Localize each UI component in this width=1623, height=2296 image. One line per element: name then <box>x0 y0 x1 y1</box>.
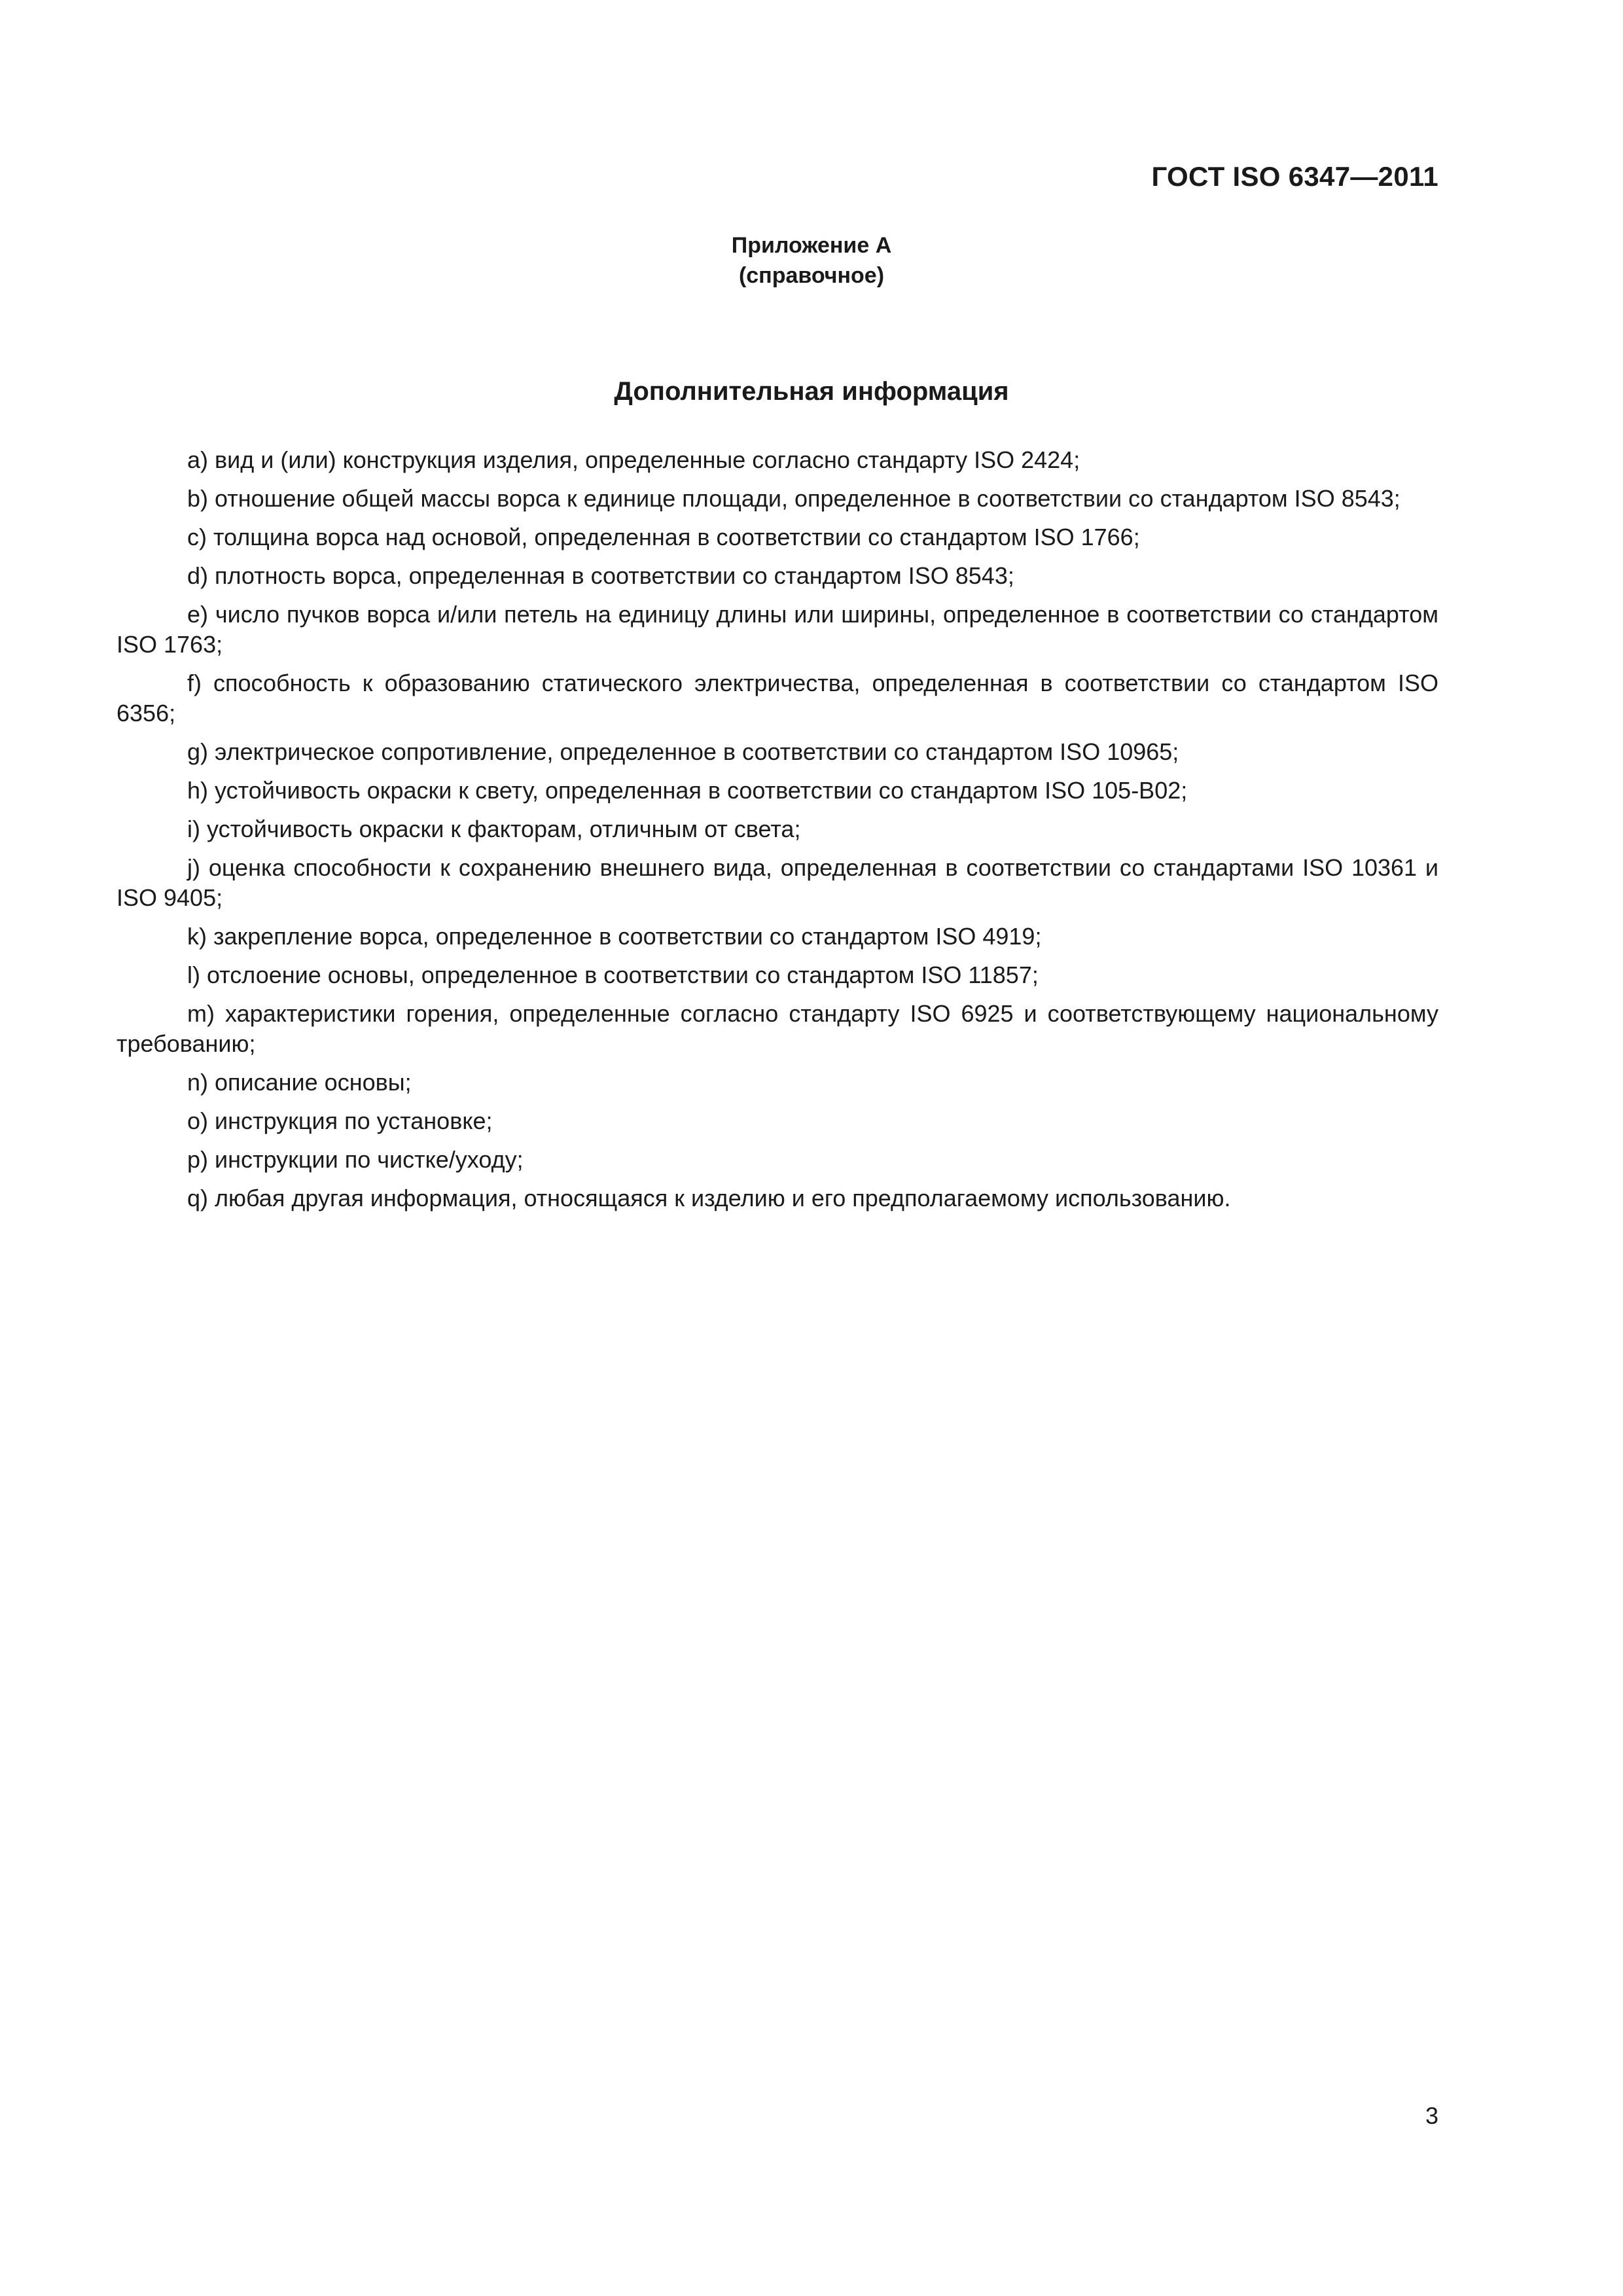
document-code: ГОСТ ISO 6347—2011 <box>1151 161 1438 192</box>
list-item-c: c) толщина ворса над основой, определенная в соответствии со стандартом ISO 1766; <box>187 524 1140 550</box>
list-item-q: q) любая другая информация, относящаяся к изделию и его предполагаемому использованию. <box>187 1185 1231 1211</box>
list-item-p: p) инструкции по чистке/уходу; <box>187 1146 524 1173</box>
list-item-n: n) описание основы; <box>187 1069 412 1096</box>
list-item-d: d) плотность ворса, определенная в соответствии со стандартом ISO 8543; <box>187 562 1014 589</box>
annex-status: (справочное) <box>738 263 885 288</box>
page-number: 3 <box>1425 2102 1438 2129</box>
list-item-e: e) число пучков ворса и/или петель на единицу длины или ширины, определенное в соответствии со стандартом ISO 1763; <box>116 601 1438 658</box>
list-item-h: h) устойчивость окраски к свету, определенная в соответствии со стандартом ISO 105-B02; <box>187 777 1188 804</box>
list-item-f: f) способность к образованию статического электричества, определенная в соответствии со стандартом ISO 6356; <box>116 670 1438 726</box>
information-list <box>116 445 1438 1222</box>
list-item-k: k) закрепление ворса, определенное в соответствии со стандартом ISO 4919; <box>187 923 1042 950</box>
list-item-j: j) оценка способности к сохранению внешнего вида, определенная в соответствии со стандартами ISO 10361 и ISO 9405; <box>116 854 1438 911</box>
list-item-o: o) инструкция по установке; <box>187 1107 493 1134</box>
list-item-m: m) характеристики горения, определенные согласно стандарту ISO 6925 и соответствующему национальному требованию; <box>116 1000 1438 1057</box>
annex-heading <box>0 230 1623 291</box>
section-title: Дополнительная информация <box>614 377 1009 406</box>
annex-title: Приложение А <box>731 233 892 258</box>
list-item-a: a) вид и (или) конструкция изделия, определенные согласно стандарту ISO 2424; <box>187 446 1080 473</box>
list-item-i: i) устойчивость окраски к факторам, отличным от света; <box>187 816 801 842</box>
list-item-l: l) отслоение основы, определенное в соответствии со стандартом ISO 11857; <box>187 961 1039 988</box>
list-item-g: g) электрическое сопротивление, определенное в соответствии со стандартом ISO 10965; <box>187 738 1179 765</box>
list-item-b: b) отношение общей массы ворса к единице площади, определенное в соответствии со стандартом ISO 8543; <box>187 485 1400 512</box>
